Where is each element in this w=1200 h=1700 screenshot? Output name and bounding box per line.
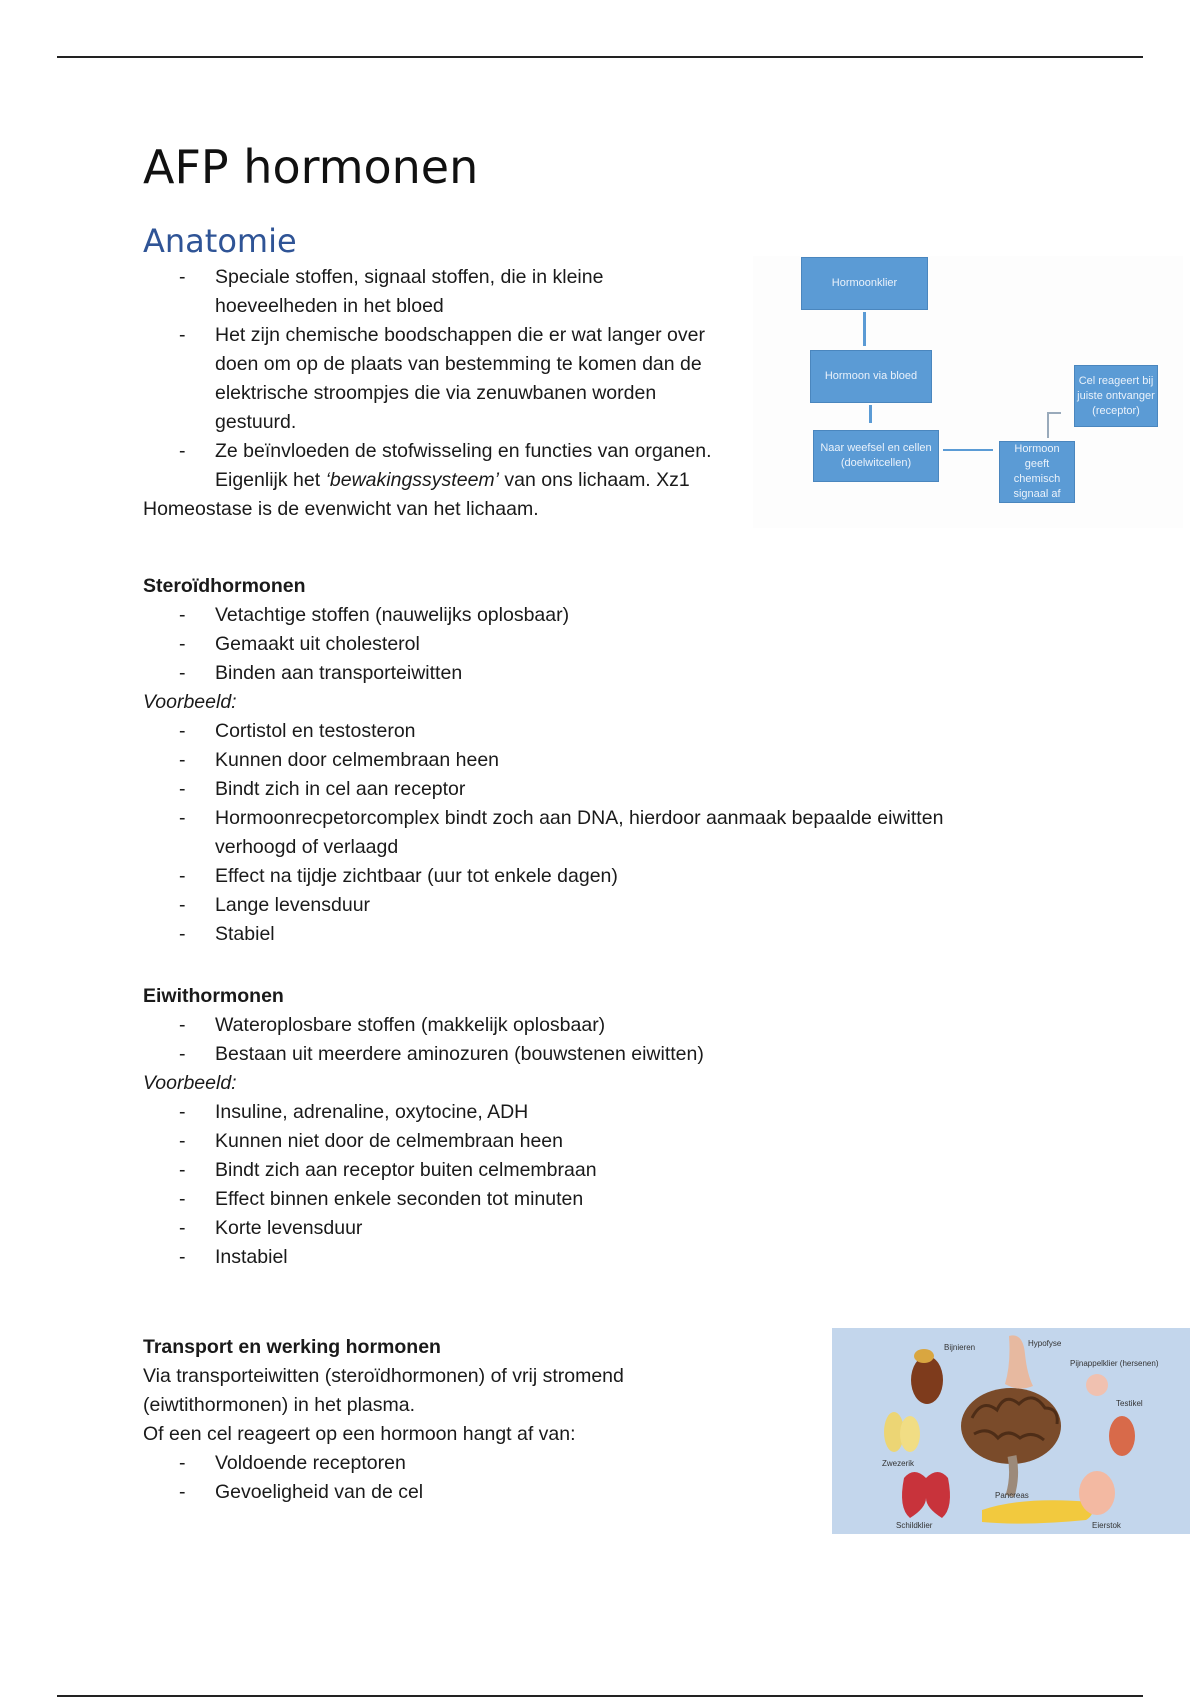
list-item: - Gevoeligheid van de cel [179, 1481, 424, 1503]
list-item: - Cortistol en testosteron [179, 720, 416, 742]
list-item: - Bestaan uit meerdere aminozuren (bouwstenen eiwitten) [179, 1043, 704, 1065]
list-item: - Korte levensduur [179, 1217, 363, 1239]
label-schildklier: Schildklier [896, 1521, 933, 1530]
transport-line: Via transporteiwitten (steroïdhormonen) of vrij stromend [143, 1365, 624, 1387]
label-pancreas: Pancreas [995, 1491, 1029, 1500]
diagram-box-doelwitcellen: Naar weefsel en cellen (doelwitcellen) [813, 430, 939, 482]
top-rule [57, 56, 1143, 58]
thymus-icon [884, 1412, 920, 1452]
homeostase-text: Homeostase is de evenwicht van het lichaam. [143, 498, 539, 520]
diagram-box-hormoonklier: Hormoonklier [801, 257, 928, 310]
pancreas-icon [982, 1500, 1093, 1523]
list-item: - Ze beïnvloeden de stofwisseling en functies van organen. Eigenlijk het ‘bewakingssysteem’ van ons lichaam. Xz1 [179, 440, 712, 491]
diagram-connector [943, 449, 993, 451]
eiwit-title: Eiwithormonen [143, 985, 284, 1007]
pineal-icon [1086, 1374, 1108, 1396]
list-item: - Stabiel [179, 923, 275, 945]
list-item: - Insuline, adrenaline, oxytocine, ADH [179, 1101, 529, 1123]
thyroid-icon [902, 1472, 950, 1518]
transport-line: (eiwtithormonen) in het plasma. [143, 1394, 416, 1416]
transport-line: Of een cel reageert op een hormoon hangt af van: [143, 1423, 576, 1445]
list-item: - Voldoende receptoren [179, 1452, 406, 1474]
diagram-box-via-bloed: Hormoon via bloed [810, 350, 932, 403]
example-label: Voorbeeld: [143, 1072, 237, 1094]
diagram-connector [869, 405, 872, 423]
list-item: - Effect na tijdje zichtbaar (uur tot enkele dagen) [179, 865, 618, 887]
bottom-rule [57, 1695, 1143, 1697]
label-eierstok: Eierstok [1092, 1521, 1121, 1530]
page-title: AFP hormonen [143, 140, 479, 194]
section-heading-anatomie: Anatomie [143, 222, 297, 260]
list-item: - Kunnen door celmembraan heen [179, 749, 500, 771]
label-testikel: Testikel [1116, 1399, 1143, 1408]
steroid-section [143, 572, 1043, 949]
list-item: - Gemaakt uit cholesterol [179, 633, 420, 655]
adrenal-icon [911, 1349, 943, 1404]
diagram-connector [1047, 412, 1061, 414]
list-item: - Speciale stoffen, signaal stoffen, die in kleine hoeveelheden in het bloed [179, 266, 604, 317]
transport-section [143, 1333, 823, 1507]
list-item: - Bindt zich in cel aan receptor [179, 778, 466, 800]
list-item: - Binden aan transporteiwitten [179, 662, 463, 684]
list-item: - Vetachtige stoffen (nauwelijks oplosbaar) [179, 604, 570, 626]
diagram-box-cel-reageert: Cel reageert bij juiste ontvanger (receptor) [1074, 365, 1158, 427]
eiwit-section [143, 982, 1043, 1272]
list-item: - Instabiel [179, 1246, 288, 1268]
label-hypofyse: Hypofyse [1028, 1339, 1062, 1348]
hormone-flow-diagram [753, 256, 1183, 528]
brain-icon [961, 1388, 1061, 1496]
list-item: - Bindt zich aan receptor buiten celmembraan [179, 1159, 597, 1181]
label-bijnieren: Bijnieren [944, 1343, 976, 1352]
diagram-connector [863, 312, 866, 346]
ovary-icon [1079, 1471, 1115, 1515]
list-item: - Kunnen niet door de celmembraan heen [179, 1130, 563, 1152]
list-item: - Hormoonrecpetorcomplex bindt zoch aan DNA, hierdoor aanmaak bepaalde eiwitten verhoogd of verlaagd [179, 807, 944, 858]
list-item: - Het zijn chemische boodschappen die er wat langer over doen om op de plaats van bestemming te komen dan de elektrische stroompjes die via zenuwbanen worden gestuurd. [179, 324, 705, 433]
label-zwezerik: Zwezerik [882, 1459, 915, 1468]
list-item: - Wateroplosbare stoffen (makkelijk oplosbaar) [179, 1014, 606, 1036]
testicle-icon [1109, 1416, 1135, 1456]
steroid-title: Steroïdhormonen [143, 575, 306, 597]
diagram-box-signaal: Hormoon geeft chemisch signaal af [999, 441, 1075, 503]
anatomie-list [143, 263, 763, 524]
label-pijnappelklier: Pijnappelklier (hersenen) [1070, 1359, 1159, 1368]
list-item: - Lange levensduur [179, 894, 371, 916]
diagram-connector [1047, 412, 1049, 438]
endocrine-organs-image [832, 1328, 1190, 1534]
list-item: - Effect binnen enkele seconden tot minuten [179, 1188, 584, 1210]
transport-title: Transport en werking hormonen [143, 1336, 441, 1358]
example-label: Voorbeeld: [143, 691, 237, 713]
